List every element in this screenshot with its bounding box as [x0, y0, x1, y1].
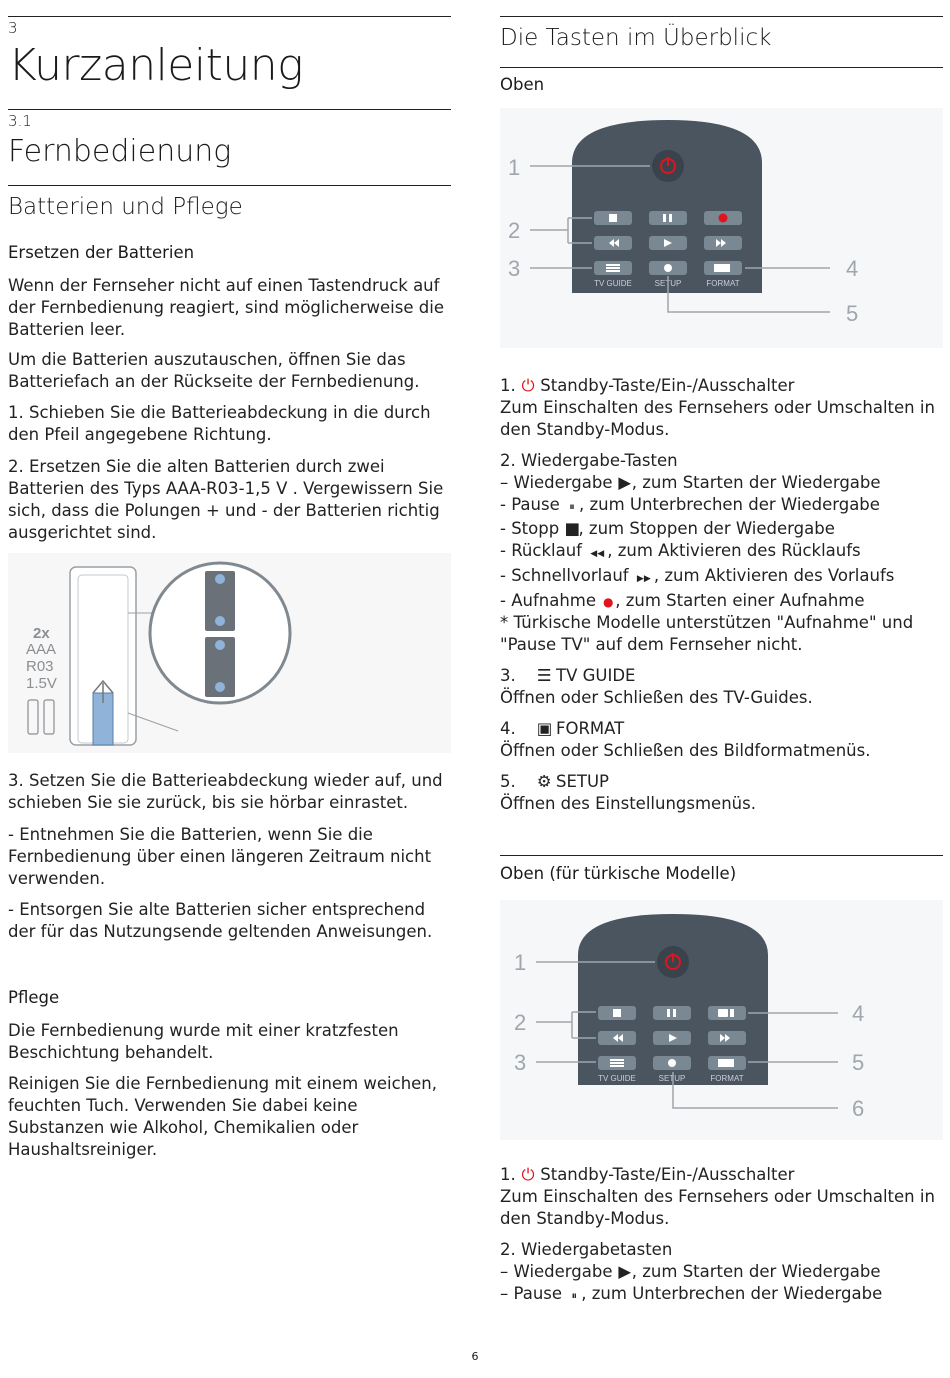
- item-1-title: [500, 375, 943, 397]
- callout-5: 5: [852, 1050, 865, 1075]
- section-number: 3.1: [8, 112, 32, 130]
- item-title-suffix: -Tasten: [620, 451, 678, 470]
- turkish-item-1-title: [500, 1164, 943, 1186]
- list-item: [500, 1283, 943, 1307]
- fast-forward-icon: ▶▶: [636, 574, 651, 584]
- keys-overview-title: Die Tasten im Überblick: [500, 25, 772, 51]
- callout-6: 6: [852, 1096, 865, 1121]
- format-icon: ▣: [536, 719, 553, 738]
- battery-label-code: R03: [26, 658, 54, 675]
- paragraph: 3. Setzen Sie die Batterieabdeckung wieder auf, und schieben Sie sie zurück, bis sie hörbar einrastet.: [8, 771, 443, 812]
- remote-top-turkish-diagram: [500, 900, 943, 1140]
- divider: [8, 16, 451, 17]
- pause-icon: ⏸: [569, 500, 575, 513]
- divider: [8, 185, 451, 186]
- turkish-item-1-description: Zum Einschalten des Fernsehers oder Umschalten in den Standby-Modus.: [500, 1187, 935, 1228]
- callout-4: 4: [846, 256, 859, 281]
- item-number: 5.: [500, 772, 516, 791]
- turkish-models-heading: Oben (für türkische Modelle): [500, 864, 737, 883]
- item-number: 1.: [500, 1165, 516, 1184]
- battery-label-voltage: 1.5V: [26, 675, 57, 692]
- text: . Vergewissern Sie sich, dass die Polungen + und - der Batterien richtig ausgerichtet sind.: [8, 479, 444, 542]
- battery-illustration: [8, 553, 451, 753]
- text: 2. Ersetzen Sie die alten Batterien durch zwei Batterien des Typs: [8, 457, 385, 498]
- power-icon: ⏻: [521, 376, 535, 395]
- item-title: FORMAT: [555, 719, 625, 738]
- paragraph: - Entnehmen Sie die Batterien, wenn Sie die Fernbedienung über einen längeren Zeitraum nicht verwenden.: [8, 825, 432, 888]
- divider: [500, 16, 943, 17]
- text: , zum Stoppen der Wiedergabe: [578, 519, 835, 538]
- setup-button-label: SETUP: [654, 279, 682, 288]
- item-3-description: Öffnen oder Schließen des TV-Guides.: [500, 688, 813, 707]
- text: , zum Starten der Wiedergabe: [631, 1262, 881, 1281]
- callout-1: 1: [508, 155, 521, 180]
- paragraph: Die Fernbedienung wurde mit einer kratzfesten Beschichtung behandelt.: [8, 1021, 399, 1062]
- item-number: 1.: [500, 376, 516, 395]
- item-number: 2.: [500, 451, 516, 470]
- text: - Aufnahme: [500, 591, 602, 610]
- item-2-title: [500, 450, 943, 472]
- callout-5: 5: [846, 301, 859, 326]
- list-item: [500, 590, 943, 613]
- format-button-label: FORMAT: [706, 279, 740, 288]
- text: - Schnellvorlauf: [500, 566, 634, 585]
- item-title: Wiedergabe: [521, 1240, 621, 1259]
- play-icon: ▶: [618, 473, 632, 492]
- chapter-title: Kurzanleitung: [8, 40, 304, 91]
- text: – Wiedergabe: [500, 1262, 618, 1281]
- callout-3: 3: [508, 256, 521, 281]
- item-5-title: [500, 771, 943, 793]
- section-title: Fernbedienung: [8, 134, 232, 169]
- list-item: [500, 472, 943, 494]
- power-icon: ⏻: [521, 1165, 535, 1184]
- top-heading: Oben: [500, 75, 545, 94]
- text: - Pause: [500, 495, 565, 514]
- text: - Stopp: [500, 519, 565, 538]
- paragraph: Wenn der Fernseher nicht auf einen Tastendruck auf der Fernbedienung reagiert, sind möglicherweise die Batterien leer.: [8, 276, 444, 339]
- text: , zum Unterbrechen der Wiedergabe: [578, 495, 880, 514]
- play-icon: ▶: [618, 1262, 632, 1281]
- remote-top-diagram: [500, 108, 943, 348]
- turkish-models-note: * Türkische Modelle unterstützen "Aufnahme" und "Pause TV" auf dem Fernseher nicht.: [500, 613, 914, 654]
- battery-type-code: AAA-R03-1,5 V: [165, 479, 288, 498]
- text: , zum Unterbrechen der Wiedergabe: [581, 1284, 883, 1303]
- paragraph: [8, 456, 451, 544]
- subsection-title: Batterien und Pflege: [8, 194, 243, 220]
- divider: [500, 855, 943, 856]
- turkish-playback-keys-list: [500, 1261, 943, 1307]
- callout-4: 4: [852, 1001, 865, 1026]
- pause-icon: ⏸: [571, 1289, 578, 1302]
- stop-icon: ■: [564, 519, 581, 538]
- paragraph: 1. Schieben Sie die Batterieabdeckung in die durch den Pfeil angegebene Richtung.: [8, 403, 431, 444]
- item-number: 4.: [500, 719, 516, 738]
- text: – Wiedergabe: [500, 473, 618, 492]
- item-title: SETUP: [555, 772, 609, 791]
- tv-guide-button-label: TV GUIDE: [594, 279, 632, 288]
- item-4-description: Öffnen oder Schließen des Bildformatmenüs.: [500, 741, 871, 760]
- item-title: Wiedergabe: [521, 451, 621, 470]
- text: , zum Aktivieren des Vorlaufs: [653, 566, 895, 585]
- care-heading: Pflege: [8, 988, 60, 1007]
- setup-gear-icon: ⚙: [536, 772, 552, 791]
- item-3-title: [500, 665, 943, 687]
- list-item: [500, 494, 943, 518]
- callout-1: 1: [514, 950, 527, 975]
- format-button-label: FORMAT: [710, 1074, 744, 1083]
- text: - Rücklauf: [500, 541, 588, 560]
- text: , zum Aktivieren des Rücklaufs: [607, 541, 861, 560]
- item-title: Standby-Taste/Ein-/Ausschalter: [540, 1165, 795, 1184]
- item-4-title: [500, 718, 943, 740]
- page-number: 6: [471, 1350, 479, 1363]
- item-number: 2.: [500, 1240, 516, 1259]
- replace-batteries-heading: Ersetzen der Batterien: [8, 243, 195, 262]
- playback-keys-list: [500, 472, 943, 613]
- list-item: [500, 565, 943, 590]
- text: , zum Starten der Wiedergabe: [631, 473, 881, 492]
- record-icon: ●: [603, 595, 614, 609]
- item-title-suffix: tasten: [620, 1240, 673, 1259]
- battery-label-count: 2x: [33, 625, 50, 642]
- tv-guide-button-label: TV GUIDE: [598, 1074, 636, 1083]
- list-item: [500, 518, 943, 540]
- tv-guide-icon: ☰: [536, 666, 552, 685]
- callout-2: 2: [514, 1010, 527, 1035]
- item-number: 3.: [500, 666, 516, 685]
- list-item: [500, 540, 943, 565]
- battery-label-type: AAA: [26, 641, 57, 658]
- item-title: Standby-Taste/Ein-/Ausschalter: [540, 376, 795, 395]
- list-item: [500, 1261, 943, 1283]
- chapter-number: 3: [8, 19, 18, 37]
- divider: [500, 67, 943, 68]
- paragraph: Um die Batterien auszutauschen, öffnen Sie das Batteriefach an der Rückseite der Fernbedienung.: [8, 350, 420, 391]
- rewind-icon: ◀◀: [590, 549, 605, 559]
- item-5-description: Öffnen des Einstellungsmenüs.: [500, 794, 756, 813]
- paragraph: Reinigen Sie die Fernbedienung mit einem weichen, feuchten Tuch. Verwenden Sie dabei keine Substanzen wie Alkohol, Chemikalien oder Haushaltsreiniger.: [8, 1074, 437, 1159]
- callout-3: 3: [514, 1050, 527, 1075]
- item-title: TV GUIDE: [555, 666, 636, 685]
- paragraph: - Entsorgen Sie alte Batterien sicher entsprechend der für das Nutzungsende geltenden Anweisungen.: [8, 900, 433, 941]
- divider: [8, 109, 451, 110]
- text: – Pause: [500, 1284, 568, 1303]
- text: , zum Starten einer Aufnahme: [615, 591, 865, 610]
- turkish-item-2-title: [500, 1239, 943, 1261]
- callout-2: 2: [508, 218, 521, 243]
- item-1-description: Zum Einschalten des Fernsehers oder Umschalten in den Standby-Modus.: [500, 398, 935, 439]
- setup-button-label: SETUP: [658, 1074, 686, 1083]
